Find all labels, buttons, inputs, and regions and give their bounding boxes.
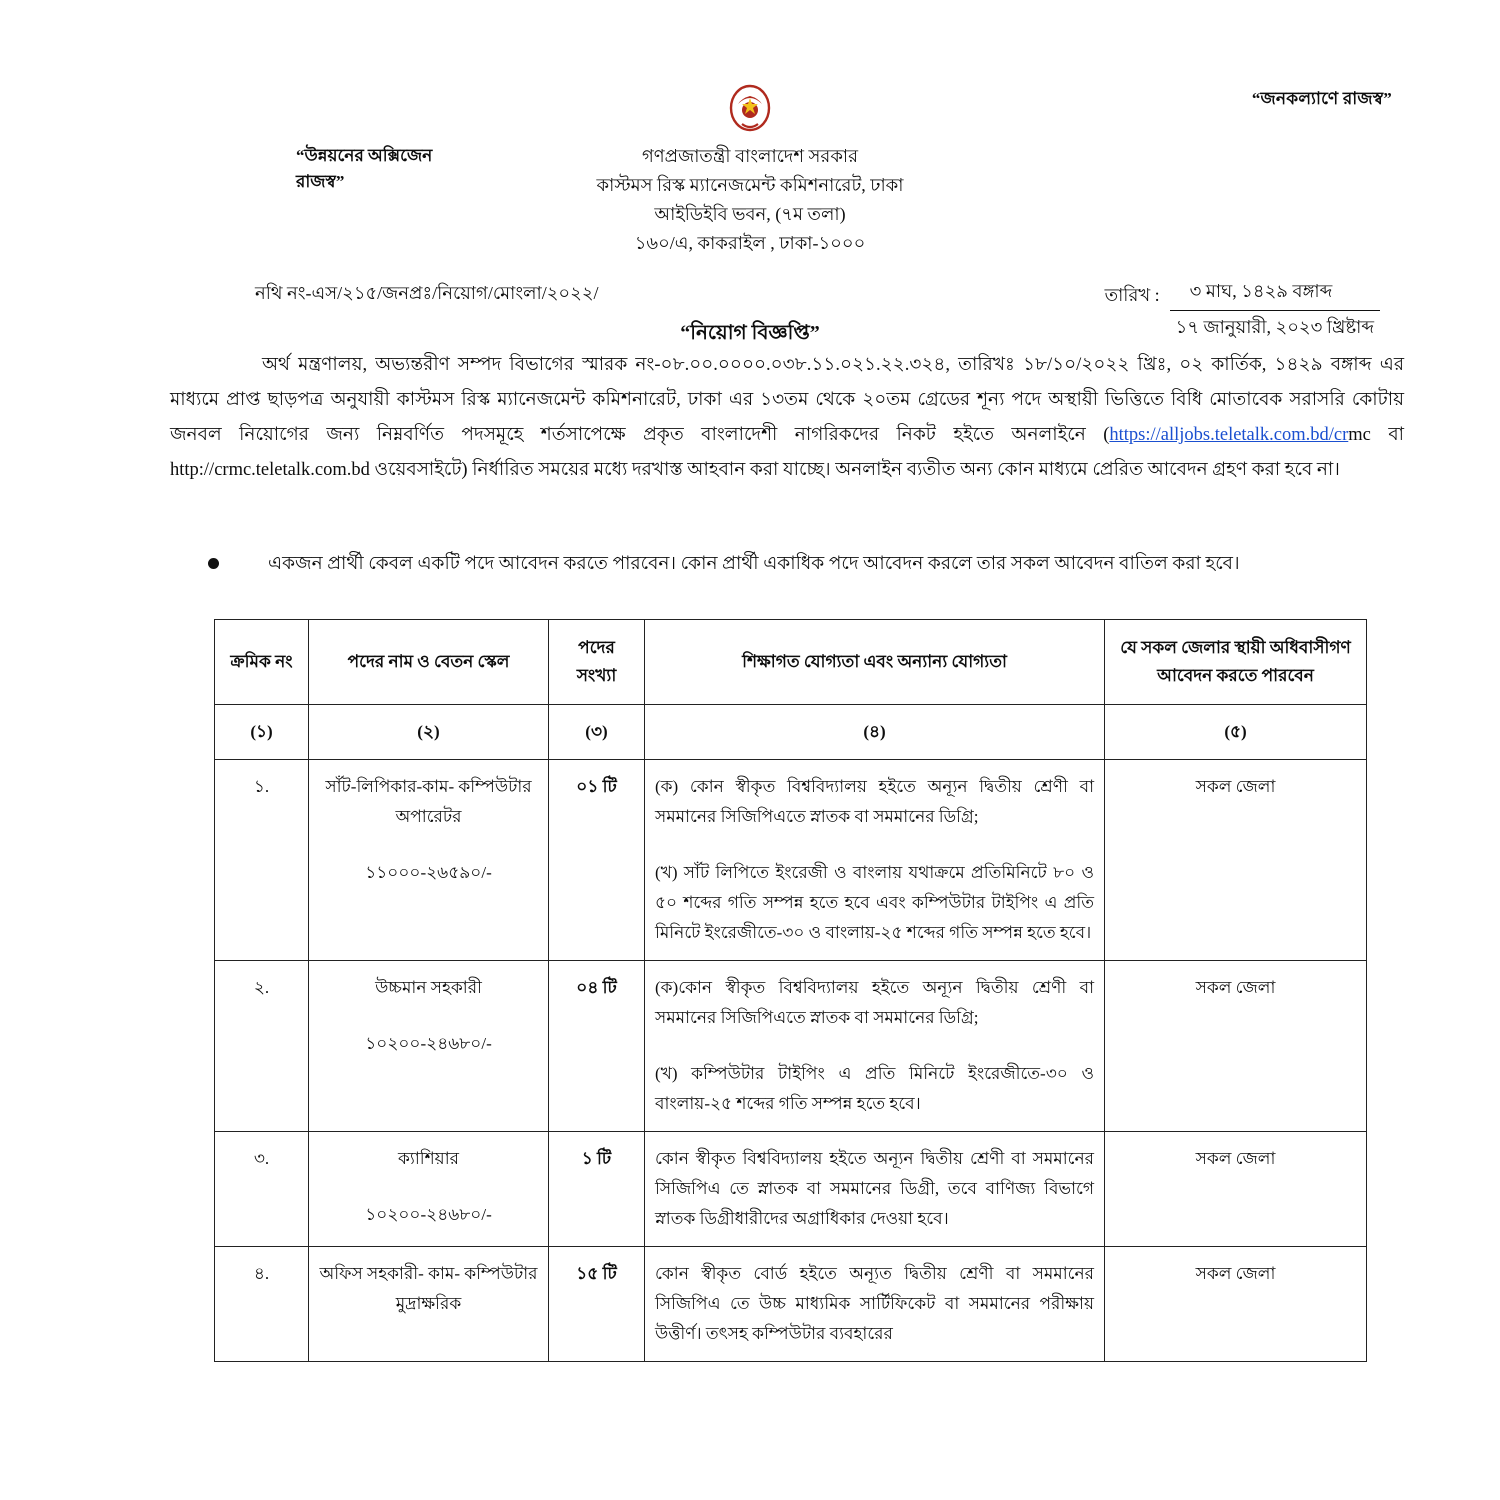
qualification-item: কোন স্বীকৃত বোর্ড হইতে অন্যূত দ্বিতীয় শ্রেণী বা সমমানের সিজিপিএ তে উচ্চ মাধ্যমিক সার্টিফিকেট বা সমমানের পরীক্ষায় উত্তীর্ণ। তৎসহ কম্পিউটার ব্যবহারের <box>655 1264 1094 1343</box>
row-districts: সকল জেলা <box>1105 760 1367 961</box>
row-pay-scale: ১০২০০-২৪৬৮০/- <box>365 1034 492 1053</box>
paragraph-part-1: অর্থ মন্ত্রণালয়, অভ্যন্তরীণ সম্পদ বিভাগের স্মারক নং-০৮.০০.০০০০.০৩৮.১১.০২১.২২.৩২৪, তারিখঃ ১৮/১০/২০২২ খ্রিঃ, ০২ কার্তিক, ১৪২৯ বঙ্গাব্দ এর মাধ্যমে প্রাপ্ত ছাড়পত্র অনুযায়ী কাস্টমস রিস্ক ম্যানেজমেন্ট কমিশনারেট, ঢাকা এর ১৩তম থেকে ২০তম গ্রেডের শূন্য পদে অস্থায়ী ভিত্তিতে বিধি মোতাবেক সরাসরি কোটায় জনবল নিয়োগের জন্য নিম্নবর্ণিত পদসমূহে শর্তসাপেক্ষে প্রকৃত বাংলাদেশী নাগরিকদের নিকট হইতে অনলাইনে ( <box>170 355 1404 445</box>
single-application-note <box>208 549 1388 580</box>
row-post-name: ক্যাশিয়ার <box>398 1149 459 1168</box>
row-count: ০৪ টি <box>549 961 645 1132</box>
national-emblem-icon <box>728 84 772 132</box>
colnum-5: (৫) <box>1105 705 1367 760</box>
gov-line-3: আইডিইবি ভবন, (৭ম তলা) <box>654 204 846 224</box>
date-english: ১৭ জানুয়ারী, ২০২৩ খ্রিষ্টাব্দ <box>1175 317 1374 337</box>
row-post-name: উচ্চমান সহকারী <box>375 978 482 997</box>
paragraph-part-2: mc বা <box>1348 425 1404 445</box>
row-qualifications <box>645 1132 1105 1247</box>
row-serial: ৩. <box>215 1132 309 1247</box>
table-row <box>215 1132 1367 1247</box>
vacancy-table <box>214 619 1367 1362</box>
row-post <box>309 961 549 1132</box>
row-post-name: অফিস সহকারী- কাম- কম্পিউটার মুদ্রাক্ষরিক <box>319 1264 538 1313</box>
date-bangla: ৩ মাঘ, ১৪২৯ বঙ্গাব্দ <box>1170 277 1380 311</box>
qualification-item: (খ) কম্পিউটার টাইপিং এ প্রতি মিনিটে ইংরেজীতে-৩০ ও বাংলায়-২৫ শব্দের গতি সম্পন্ন হতে হবে। <box>655 1064 1094 1113</box>
header-post-count: পদের সংখ্যা <box>549 620 645 705</box>
intro-paragraph <box>170 348 1404 488</box>
row-qualifications <box>645 1247 1105 1362</box>
colnum-3: (৩) <box>549 705 645 760</box>
row-districts: সকল জেলা <box>1105 1132 1367 1247</box>
qualification-item: (ক)কোন স্বীকৃত বিশ্ববিদ্যালয় হইতে অন্যূন দ্বিতীয় শ্রেণী বা সমমানের সিজিপিএতে স্নাতক বা সমমানের ডিগ্রি; <box>655 978 1094 1027</box>
row-districts: সকল জেলা <box>1105 961 1367 1132</box>
row-serial: ১. <box>215 760 309 961</box>
row-count: ০১ টি <box>549 760 645 961</box>
header-districts: যে সকল জেলার স্থায়ী অধিবাসীগণ আবেদন করতে পারবেন <box>1105 620 1367 705</box>
gov-line-2: কাস্টমস রিস্ক ম্যানেজমেন্ট কমিশনারেট, ঢাকা <box>596 175 904 195</box>
bullet-dot-icon <box>208 558 219 569</box>
colnum-2: (২) <box>309 705 549 760</box>
row-post-name: সাঁট-লিপিকার-কাম- কম্পিউটার অপারেটর <box>325 777 532 826</box>
row-qualifications <box>645 760 1105 961</box>
page-title: “নিয়োগ বিজ্ঞপ্তি” <box>680 322 820 344</box>
header-post-name: পদের নাম ও বেতন স্কেল <box>309 620 549 705</box>
row-count: ১ টি <box>549 1132 645 1247</box>
bullet-text: একজন প্রার্থী কেবল একটি পদে আবেদন করতে পারবেন। কোন প্রার্থী একাধিক পদে আবেদন করলে তার সকল আবেদন বাতিল করা হবে। <box>268 554 1240 574</box>
file-number: নথি নং-এস/২১৫/জনপ্রঃ/নিয়োগ/মোংলা/২০২২/ <box>255 283 599 303</box>
qualification-item: (খ) সাঁট লিপিতে ইংরেজী ও বাংলায় যথাক্রমে প্রতিমিনিটে ৮০ ও ৫০ শব্দের গতি সম্পন্ন হতে হবে এবং কম্পিউটার টাইপিং এ প্রতি মিনিটে ইংরেজীতে-৩০ ও বাংলায়-২৫ শব্দের গতি সম্পন্ন হতে হবে। <box>655 863 1094 942</box>
colnum-4: (৪) <box>645 705 1105 760</box>
colnum-1: (১) <box>215 705 309 760</box>
government-address-block <box>0 142 1500 258</box>
header-qualification: শিক্ষাগত যোগ্যতা এবং অন্যান্য যোগ্যতা <box>645 620 1105 705</box>
qualification-item: (ক) কোন স্বীকৃত বিশ্ববিদ্যালয় হইতে অন্যূন দ্বিতীয় শ্রেণী বা সমমানের সিজিপিএতে স্নাতক বা সমমানের ডিগ্রি; <box>655 777 1094 826</box>
row-serial: ২. <box>215 961 309 1132</box>
table-row <box>215 1247 1367 1362</box>
row-post <box>309 760 549 961</box>
table-row <box>215 760 1367 961</box>
header-serial: ক্রমিক নং <box>215 620 309 705</box>
paragraph-part-3: http://crmc.teletalk.com.bd ওয়েবসাইটে) নির্ধারিত সময়ের মধ্যে দরখাস্ত আহবান করা যাচ্ছে। অনলাইন ব্যতীত অন্য কোন মাধ্যমে প্রেরিত আবেদন গ্রহণ করা হবে না। <box>170 460 1340 480</box>
table-column-number-row <box>215 705 1367 760</box>
row-count: ১৫ টি <box>549 1247 645 1362</box>
slogan-right: “জনকল্যাণে রাজস্ব” <box>1251 89 1392 108</box>
gov-line-1: গণপ্রজাতন্ত্রী বাংলাদেশ সরকার <box>641 146 859 166</box>
date-label: তারিখ : <box>1104 285 1160 305</box>
row-pay-scale: ১০২০০-২৪৬৮০/- <box>365 1205 492 1224</box>
row-qualifications <box>645 961 1105 1132</box>
row-districts: সকল জেলা <box>1105 1247 1367 1362</box>
row-post <box>309 1132 549 1247</box>
row-post <box>309 1247 549 1362</box>
table-header-row <box>215 620 1367 705</box>
slogan-left-line1: “উন্নয়নের অক্সিজেন <box>296 146 433 165</box>
alljobs-teletalk-link[interactable]: https://alljobs.teletalk.com.bd/cr <box>1109 425 1349 445</box>
row-serial: ৪. <box>215 1247 309 1362</box>
qualification-item: কোন স্বীকৃত বিশ্ববিদ্যালয় হইতে অন্যূন দ্বিতীয় শ্রেণী বা সমমানের সিজিপিএ তে স্নাতক বা সমমানের ডিগ্রী, তবে বাণিজ্য বিভাগে স্নাতক ডিগ্রীধারীদের অগ্রাধিকার দেওয়া হবে। <box>655 1149 1094 1228</box>
slogan-left-line2: রাজস্ব” <box>296 172 345 191</box>
table-row <box>215 961 1367 1132</box>
gov-line-4: ১৬০/এ, কাকরাইল , ঢাকা-১০০০ <box>634 233 866 253</box>
row-pay-scale: ১১০০০-২৬৫৯০/- <box>365 863 492 882</box>
